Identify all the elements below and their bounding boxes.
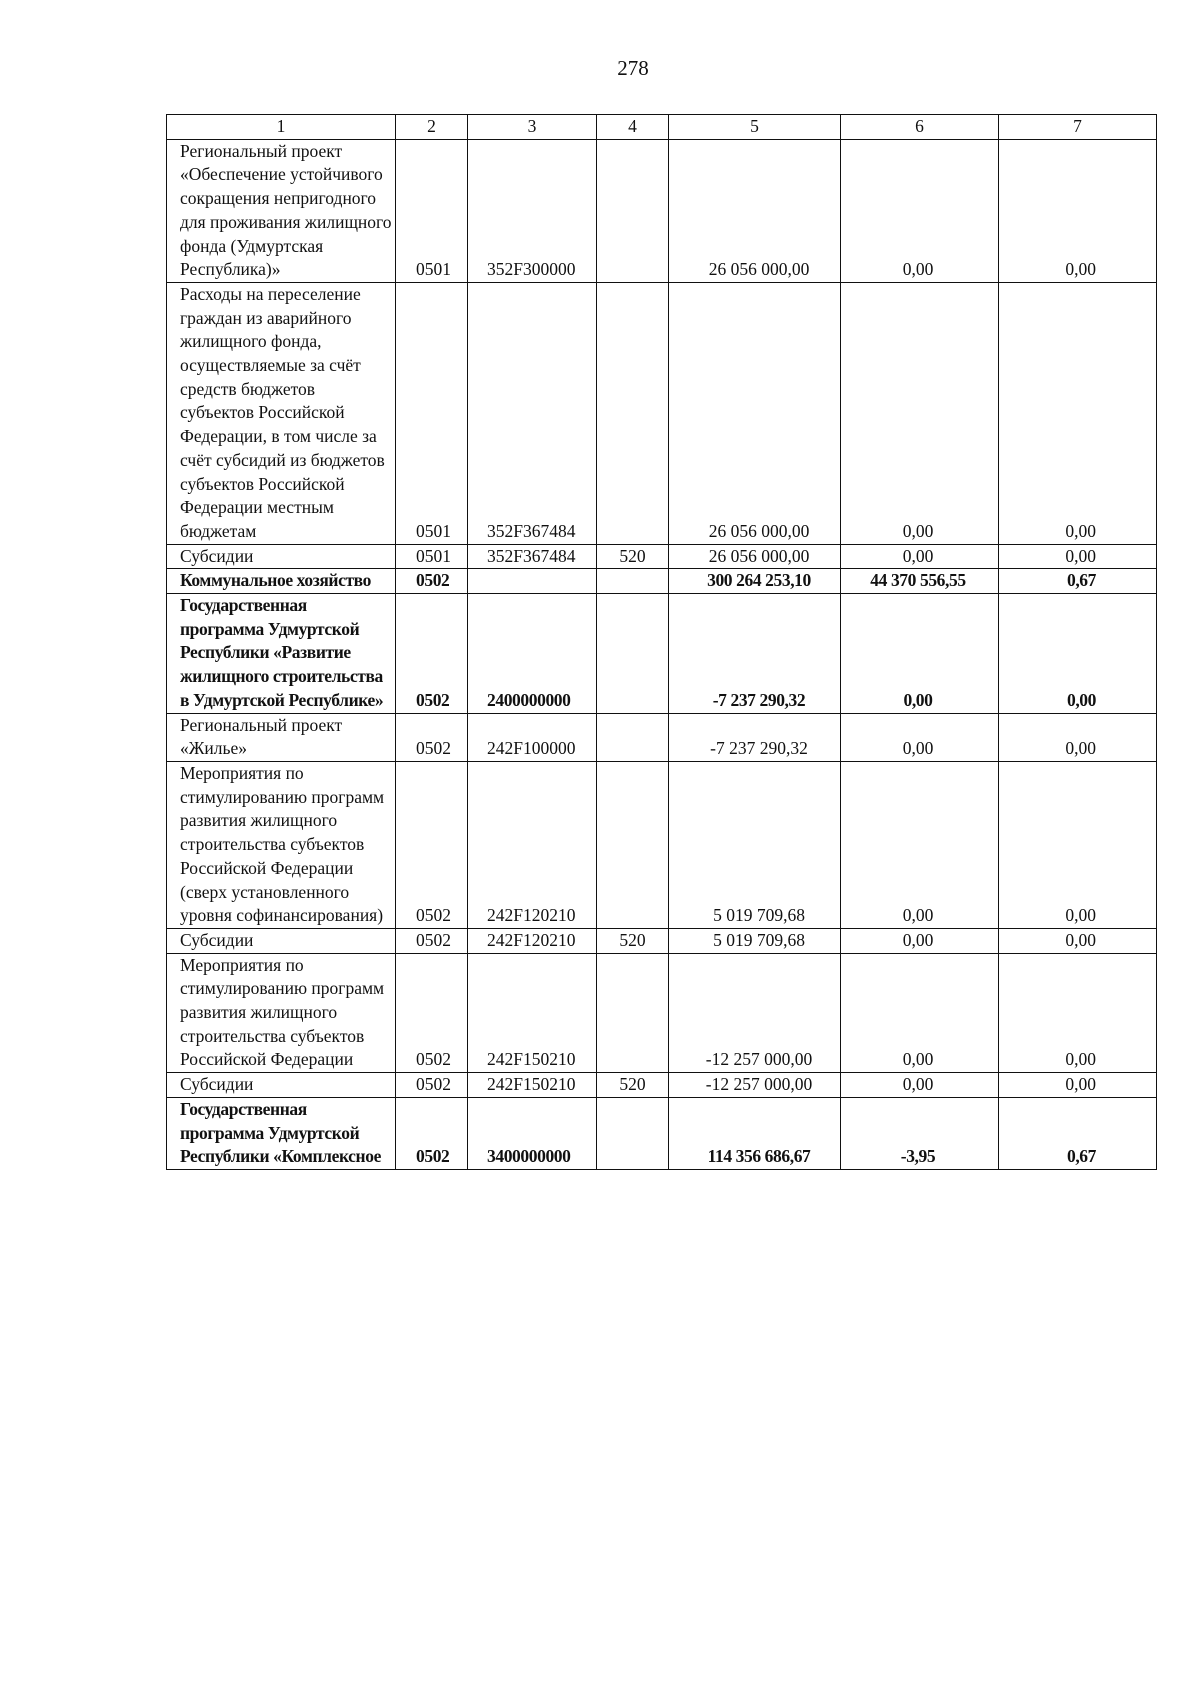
row-section-cell: 0502 <box>396 1073 468 1098</box>
row-section-cell: 0501 <box>396 282 468 544</box>
row-share-cell: 0,67 <box>999 569 1157 594</box>
row-share-cell: 0,00 <box>999 1073 1157 1098</box>
row-change-cell: 0,00 <box>841 1073 999 1098</box>
row-name-cell: Расходы на переселение граждан из аварийного жилищного фонда, осуществляемые за счёт средств бюджетов субъектов Российской Федерации, в том числе за счёт субсидий из бюджетов субъектов Российской Федерации местным бюджетам <box>167 282 396 544</box>
row-amount-cell: -7 237 290,32 <box>669 713 841 761</box>
row-change-cell: 0,00 <box>841 282 999 544</box>
row-share-cell: 0,00 <box>999 928 1157 953</box>
table-row <box>167 1097 1157 1169</box>
row-amount-cell: 5 019 709,68 <box>669 928 841 953</box>
row-amount-cell: -12 257 000,00 <box>669 953 841 1073</box>
table-row <box>167 953 1157 1073</box>
row-share-cell: 0,67 <box>999 1097 1157 1169</box>
row-change-cell: 0,00 <box>841 761 999 928</box>
row-share-cell: 0,00 <box>999 544 1157 569</box>
table-row <box>167 544 1157 569</box>
row-expense-type-cell <box>597 282 669 544</box>
header-col-3: 3 <box>468 115 597 140</box>
row-target-article-cell: 352F367484 <box>468 282 597 544</box>
row-share-cell: 0,00 <box>999 761 1157 928</box>
row-target-article-cell: 242F150210 <box>468 1073 597 1098</box>
budget-table <box>166 114 1157 1170</box>
row-expense-type-cell: 520 <box>597 928 669 953</box>
table-row <box>167 928 1157 953</box>
row-amount-cell: 300 264 253,10 <box>669 569 841 594</box>
row-target-article-cell: 242F100000 <box>468 713 597 761</box>
row-section-cell: 0502 <box>396 594 468 714</box>
table-row <box>167 282 1157 544</box>
row-expense-type-cell <box>597 1097 669 1169</box>
row-expense-type-cell <box>597 953 669 1073</box>
row-target-article-cell: 242F120210 <box>468 761 597 928</box>
row-change-cell: 0,00 <box>841 139 999 282</box>
row-section-cell: 0502 <box>396 928 468 953</box>
table-row <box>167 139 1157 282</box>
header-col-7: 7 <box>999 115 1157 140</box>
row-section-cell: 0502 <box>396 713 468 761</box>
row-expense-type-cell: 520 <box>597 544 669 569</box>
table-row <box>167 569 1157 594</box>
table-row <box>167 594 1157 714</box>
row-share-cell: 0,00 <box>999 953 1157 1073</box>
header-row <box>167 115 1157 140</box>
row-amount-cell: 114 356 686,67 <box>669 1097 841 1169</box>
row-target-article-cell: 242F120210 <box>468 928 597 953</box>
row-section-cell: 0502 <box>396 1097 468 1169</box>
row-amount-cell: -7 237 290,32 <box>669 594 841 714</box>
row-target-article-cell: 242F150210 <box>468 953 597 1073</box>
row-expense-type-cell <box>597 713 669 761</box>
row-name-cell: Субсидии <box>167 1073 396 1098</box>
row-section-cell: 0501 <box>396 544 468 569</box>
row-name-cell: Мероприятия по стимулированию программ развития жилищного строительства субъектов Российской Федерации <box>167 953 396 1073</box>
header-col-5: 5 <box>669 115 841 140</box>
row-change-cell: -3,95 <box>841 1097 999 1169</box>
row-amount-cell: 26 056 000,00 <box>669 544 841 569</box>
row-name-cell: Региональный проект «Жилье» <box>167 713 396 761</box>
row-expense-type-cell <box>597 761 669 928</box>
row-amount-cell: 26 056 000,00 <box>669 282 841 544</box>
table-row <box>167 761 1157 928</box>
row-name-cell: Государственная программа Удмуртской Республики «Комплексное <box>167 1097 396 1169</box>
row-section-cell: 0502 <box>396 569 468 594</box>
row-target-article-cell: 3400000000 <box>468 1097 597 1169</box>
header-col-1: 1 <box>167 115 396 140</box>
row-name-cell: Государственная программа Удмуртской Республики «Развитие жилищного строительства в Удмуртской Республике» <box>167 594 396 714</box>
row-target-article-cell: 352F367484 <box>468 544 597 569</box>
table-row <box>167 1073 1157 1098</box>
row-change-cell: 0,00 <box>841 544 999 569</box>
row-section-cell: 0502 <box>396 953 468 1073</box>
row-change-cell: 0,00 <box>841 928 999 953</box>
row-share-cell: 0,00 <box>999 713 1157 761</box>
row-change-cell: 0,00 <box>841 713 999 761</box>
row-name-cell: Региональный проект «Обеспечение устойчивого сокращения непригодного для проживания жилищного фонда (Удмуртская Республика)» <box>167 139 396 282</box>
header-col-2: 2 <box>396 115 468 140</box>
row-change-cell: 44 370 556,55 <box>841 569 999 594</box>
page-number: 278 <box>617 56 649 80</box>
row-expense-type-cell <box>597 569 669 594</box>
row-name-cell: Коммунальное хозяйство <box>167 569 396 594</box>
row-amount-cell: -12 257 000,00 <box>669 1073 841 1098</box>
header-col-6: 6 <box>841 115 999 140</box>
row-name-cell: Субсидии <box>167 928 396 953</box>
row-expense-type-cell: 520 <box>597 1073 669 1098</box>
header-col-4: 4 <box>597 115 669 140</box>
row-share-cell: 0,00 <box>999 594 1157 714</box>
row-target-article-cell: 2400000000 <box>468 594 597 714</box>
row-section-cell: 0502 <box>396 761 468 928</box>
row-change-cell: 0,00 <box>841 953 999 1073</box>
row-change-cell: 0,00 <box>841 594 999 714</box>
row-expense-type-cell <box>597 594 669 714</box>
row-section-cell: 0501 <box>396 139 468 282</box>
row-amount-cell: 26 056 000,00 <box>669 139 841 282</box>
table-body <box>167 139 1157 1169</box>
row-share-cell: 0,00 <box>999 139 1157 282</box>
row-expense-type-cell <box>597 139 669 282</box>
row-share-cell: 0,00 <box>999 282 1157 544</box>
row-name-cell: Субсидии <box>167 544 396 569</box>
row-amount-cell: 5 019 709,68 <box>669 761 841 928</box>
row-name-cell: Мероприятия по стимулированию программ развития жилищного строительства субъектов Российской Федерации (сверх установленного уровня софинансирования) <box>167 761 396 928</box>
row-target-article-cell <box>468 569 597 594</box>
table-row <box>167 713 1157 761</box>
row-target-article-cell: 352F300000 <box>468 139 597 282</box>
